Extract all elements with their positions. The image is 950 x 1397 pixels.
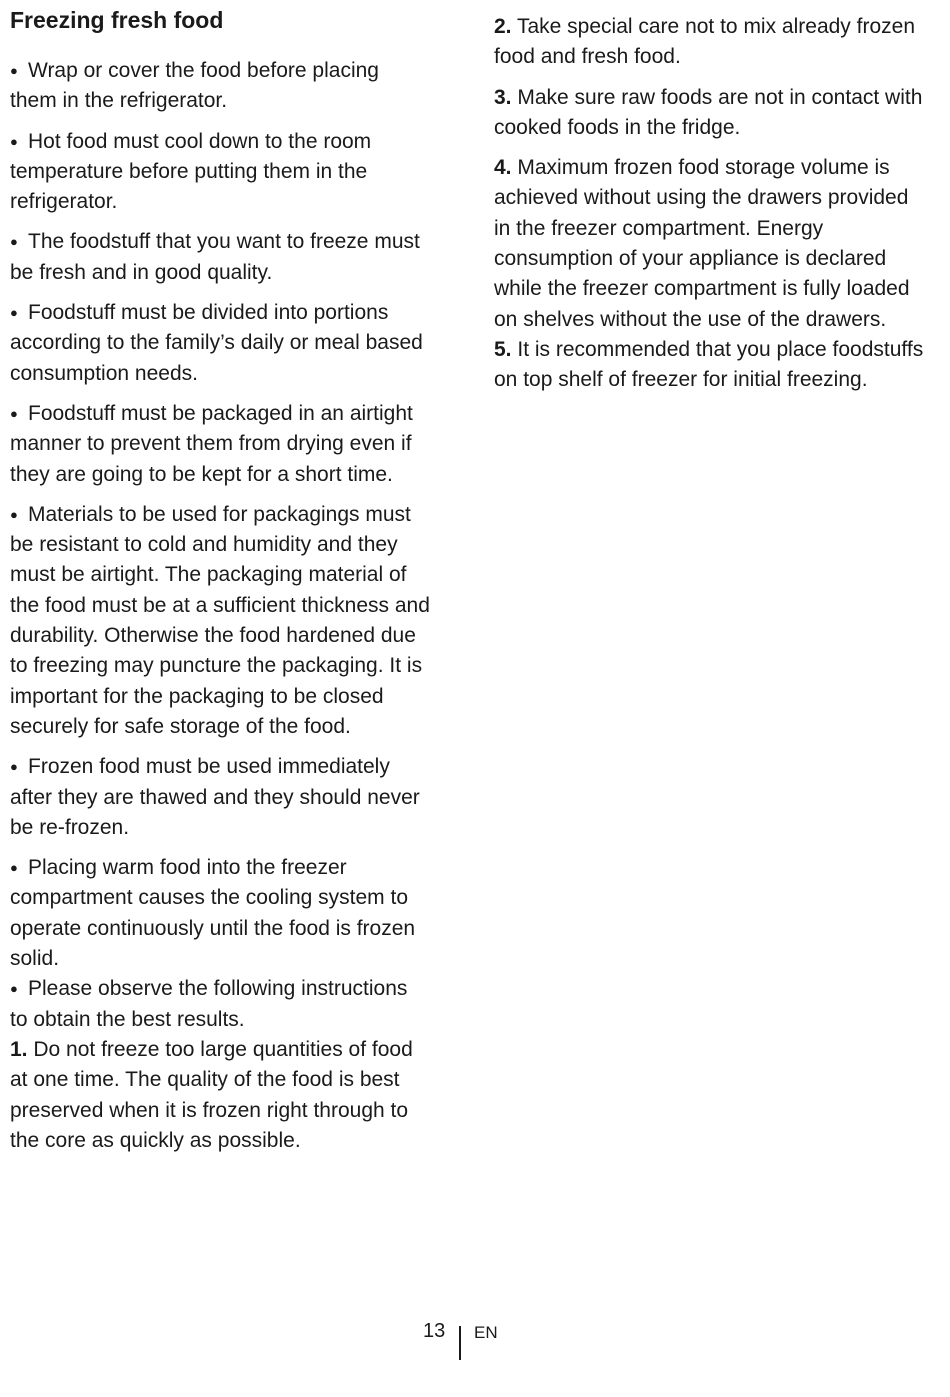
page-footer: [0, 1320, 950, 1360]
step-2: [494, 12, 924, 73]
step-number: 5.: [494, 337, 512, 361]
step-1: [10, 1035, 430, 1156]
language-code: EN: [474, 1323, 498, 1342]
step-text: It is recommended that you place foodstuffs on top shelf of freezer for initial freezing.: [494, 337, 924, 392]
step-5: [494, 335, 924, 396]
step-3: [494, 83, 924, 144]
step-text: Take special care not to mix already frozen food and fresh food.: [494, 15, 916, 69]
step-number: 1.: [10, 1037, 28, 1061]
bullet-packaging-materials: ● Materials to be used for packagings must be resistant to cold and humidity and they must be airtight. The packaging material of the food must be at a sufficient thickness and durability. Otherwise the food hardened due to freezing may puncture the packaging. It is important for the packaging to be closed securely for safe storage of the food.: [10, 500, 430, 742]
step-text: Maximum frozen food storage volume is achieved without using the drawers provided in the freezer compartment. Energy consumption of your appliance is declared while the freezer compartment is fully loaded on shelves without the use of the drawers.: [494, 156, 910, 331]
step-text: Do not freeze too large quantities of food at one time. The quality of the food is best preserved when it is frozen right through to the core as quickly as possible.: [10, 1037, 413, 1152]
page-number: 13: [423, 1320, 446, 1342]
footer-divider: [459, 1326, 461, 1360]
step-text: Make sure raw foods are not in contact with cooked foods in the fridge.: [494, 85, 923, 139]
bullet-no-refreeze: ● Frozen food must be used immediately after they are thawed and they should never be re-frozen.: [10, 752, 430, 843]
step-number: 4.: [494, 156, 512, 180]
bullet-portions: ● Foodstuff must be divided into portions according to the family’s daily or meal based consumption needs.: [10, 298, 430, 389]
step-number: 3.: [494, 85, 512, 109]
step-4: [494, 153, 924, 335]
right-column: [494, 12, 924, 396]
step-number: 2.: [494, 15, 512, 38]
bullet-fresh-quality: ● The foodstuff that you want to freeze must be fresh and in good quality.: [10, 227, 430, 288]
bullet-wrap-food: ● Wrap or cover the food before placing them in the refrigerator.: [10, 56, 430, 117]
bullet-airtight-packaging: ● Foodstuff must be packaged in an airtight manner to prevent them from drying even if they are going to be kept for a short time.: [10, 399, 430, 490]
bullet-observe-instructions: ● Please observe the following instructions to obtain the best results.: [10, 974, 430, 1035]
section-title: Freezing fresh food: [10, 7, 224, 33]
bullet-warm-food: ● Placing warm food into the freezer compartment causes the cooling system to operate continuously until the food is frozen solid.: [10, 853, 430, 974]
left-column: [10, 6, 430, 1156]
bullet-cool-hot-food: ● Hot food must cool down to the room temperature before putting them in the refrigerator.: [10, 127, 430, 218]
